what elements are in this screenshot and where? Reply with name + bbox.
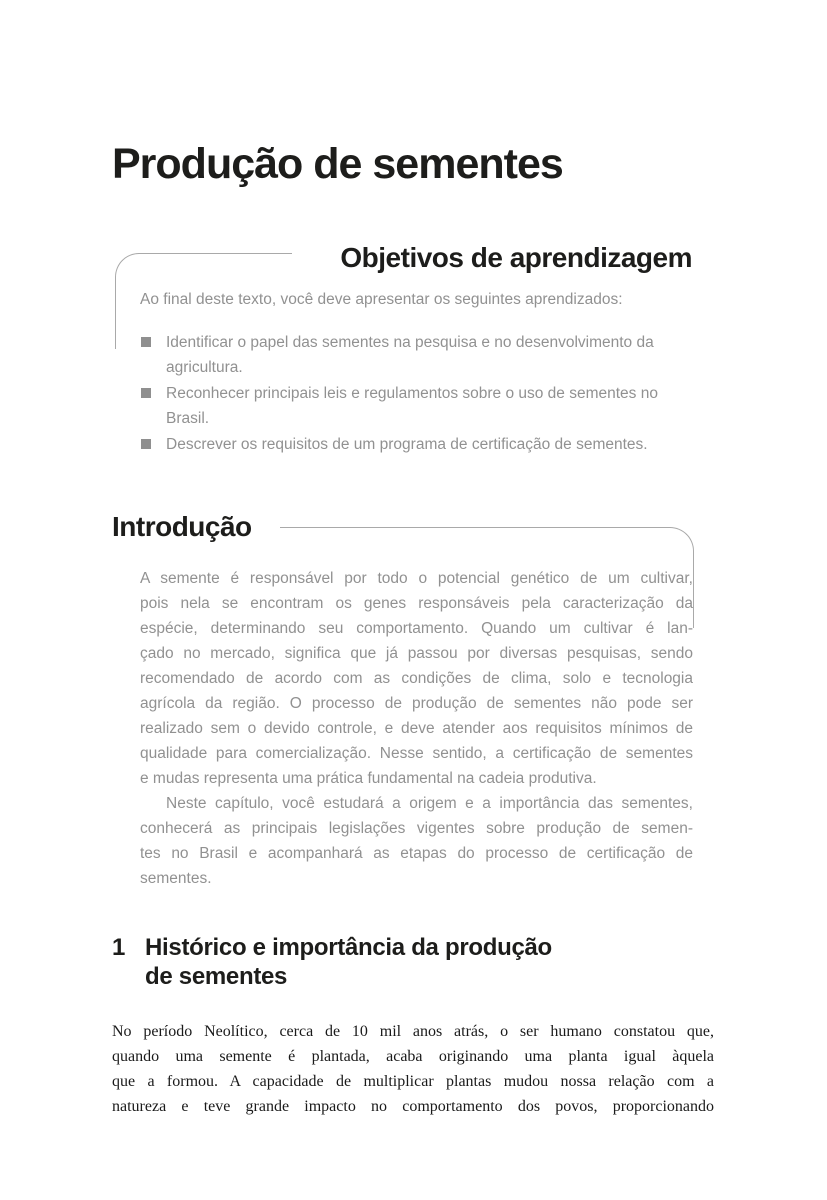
square-bullet-icon <box>141 388 151 398</box>
objective-item-text: Identificar o papel das sementes na pesquisa e no desenvolvimento da agricultura. <box>166 334 654 376</box>
section-1-paragraph: No período Neolítico, cerca de 10 mil anos atrás, o ser humano constatou que, quando uma semente é plantada, acaba originando uma planta igual àquela que a formou. A capacidade de multiplicar plantas mudou nossa relação com a natureza e teve grande impacto no comportamento dos povos, proporcionando <box>112 1023 714 1115</box>
objective-item-text: Reconhecer principais leis e regulamentos sobre o uso de sementes no Brasil. <box>166 385 658 427</box>
objective-item <box>140 381 693 431</box>
objectives-heading: Objetivos de aprendizagem <box>340 242 692 273</box>
objective-item <box>140 330 693 380</box>
objective-item-text: Descrever os requisitos de um programa de certificação de sementes. <box>166 436 648 453</box>
section-1-number: 1 <box>112 934 126 961</box>
section-1-heading <box>112 933 552 991</box>
objectives-intro-text: Ao final deste texto, você deve apresentar os seguintes aprendizados: <box>140 291 623 308</box>
introduction-heading: Introdução <box>112 511 252 542</box>
objectives-list <box>140 330 693 458</box>
objective-item <box>140 432 693 457</box>
square-bullet-icon <box>141 439 151 449</box>
introduction-paragraph-1: A semente é responsável por todo o potencial genético de um cultivar, pois nela se encontram os genes responsáveis pela caracterização da espécie, determinando seu comportamento. Quando um cultivar é lan- çado no mercado, significa que já passou por diversas pesquisas, sendo recomendado de acordo com as condições de clima, solo e tecnologia agrícola da região. O processo de produção de sementes não pode ser realizado sem o devido controle, e deve atender aos requisitos mínimos de qualidade para comercialização. Nesse sentido, a certificação de sementes e mudas representa uma prática fundamental na cadeia produtiva. <box>140 570 693 787</box>
introduction-paragraph-2: Neste capítulo, você estudará a origem e a importância das sementes, conhecerá as principais legislações vigentes sobre produção de semen- tes no Brasil e acompanhará as etapas do processo de certificação de sementes. <box>140 795 693 887</box>
page-title: Produção de sementes <box>112 140 563 188</box>
square-bullet-icon <box>141 337 151 347</box>
section-1-heading-text: Histórico e importância da produção de sementes <box>145 934 552 990</box>
